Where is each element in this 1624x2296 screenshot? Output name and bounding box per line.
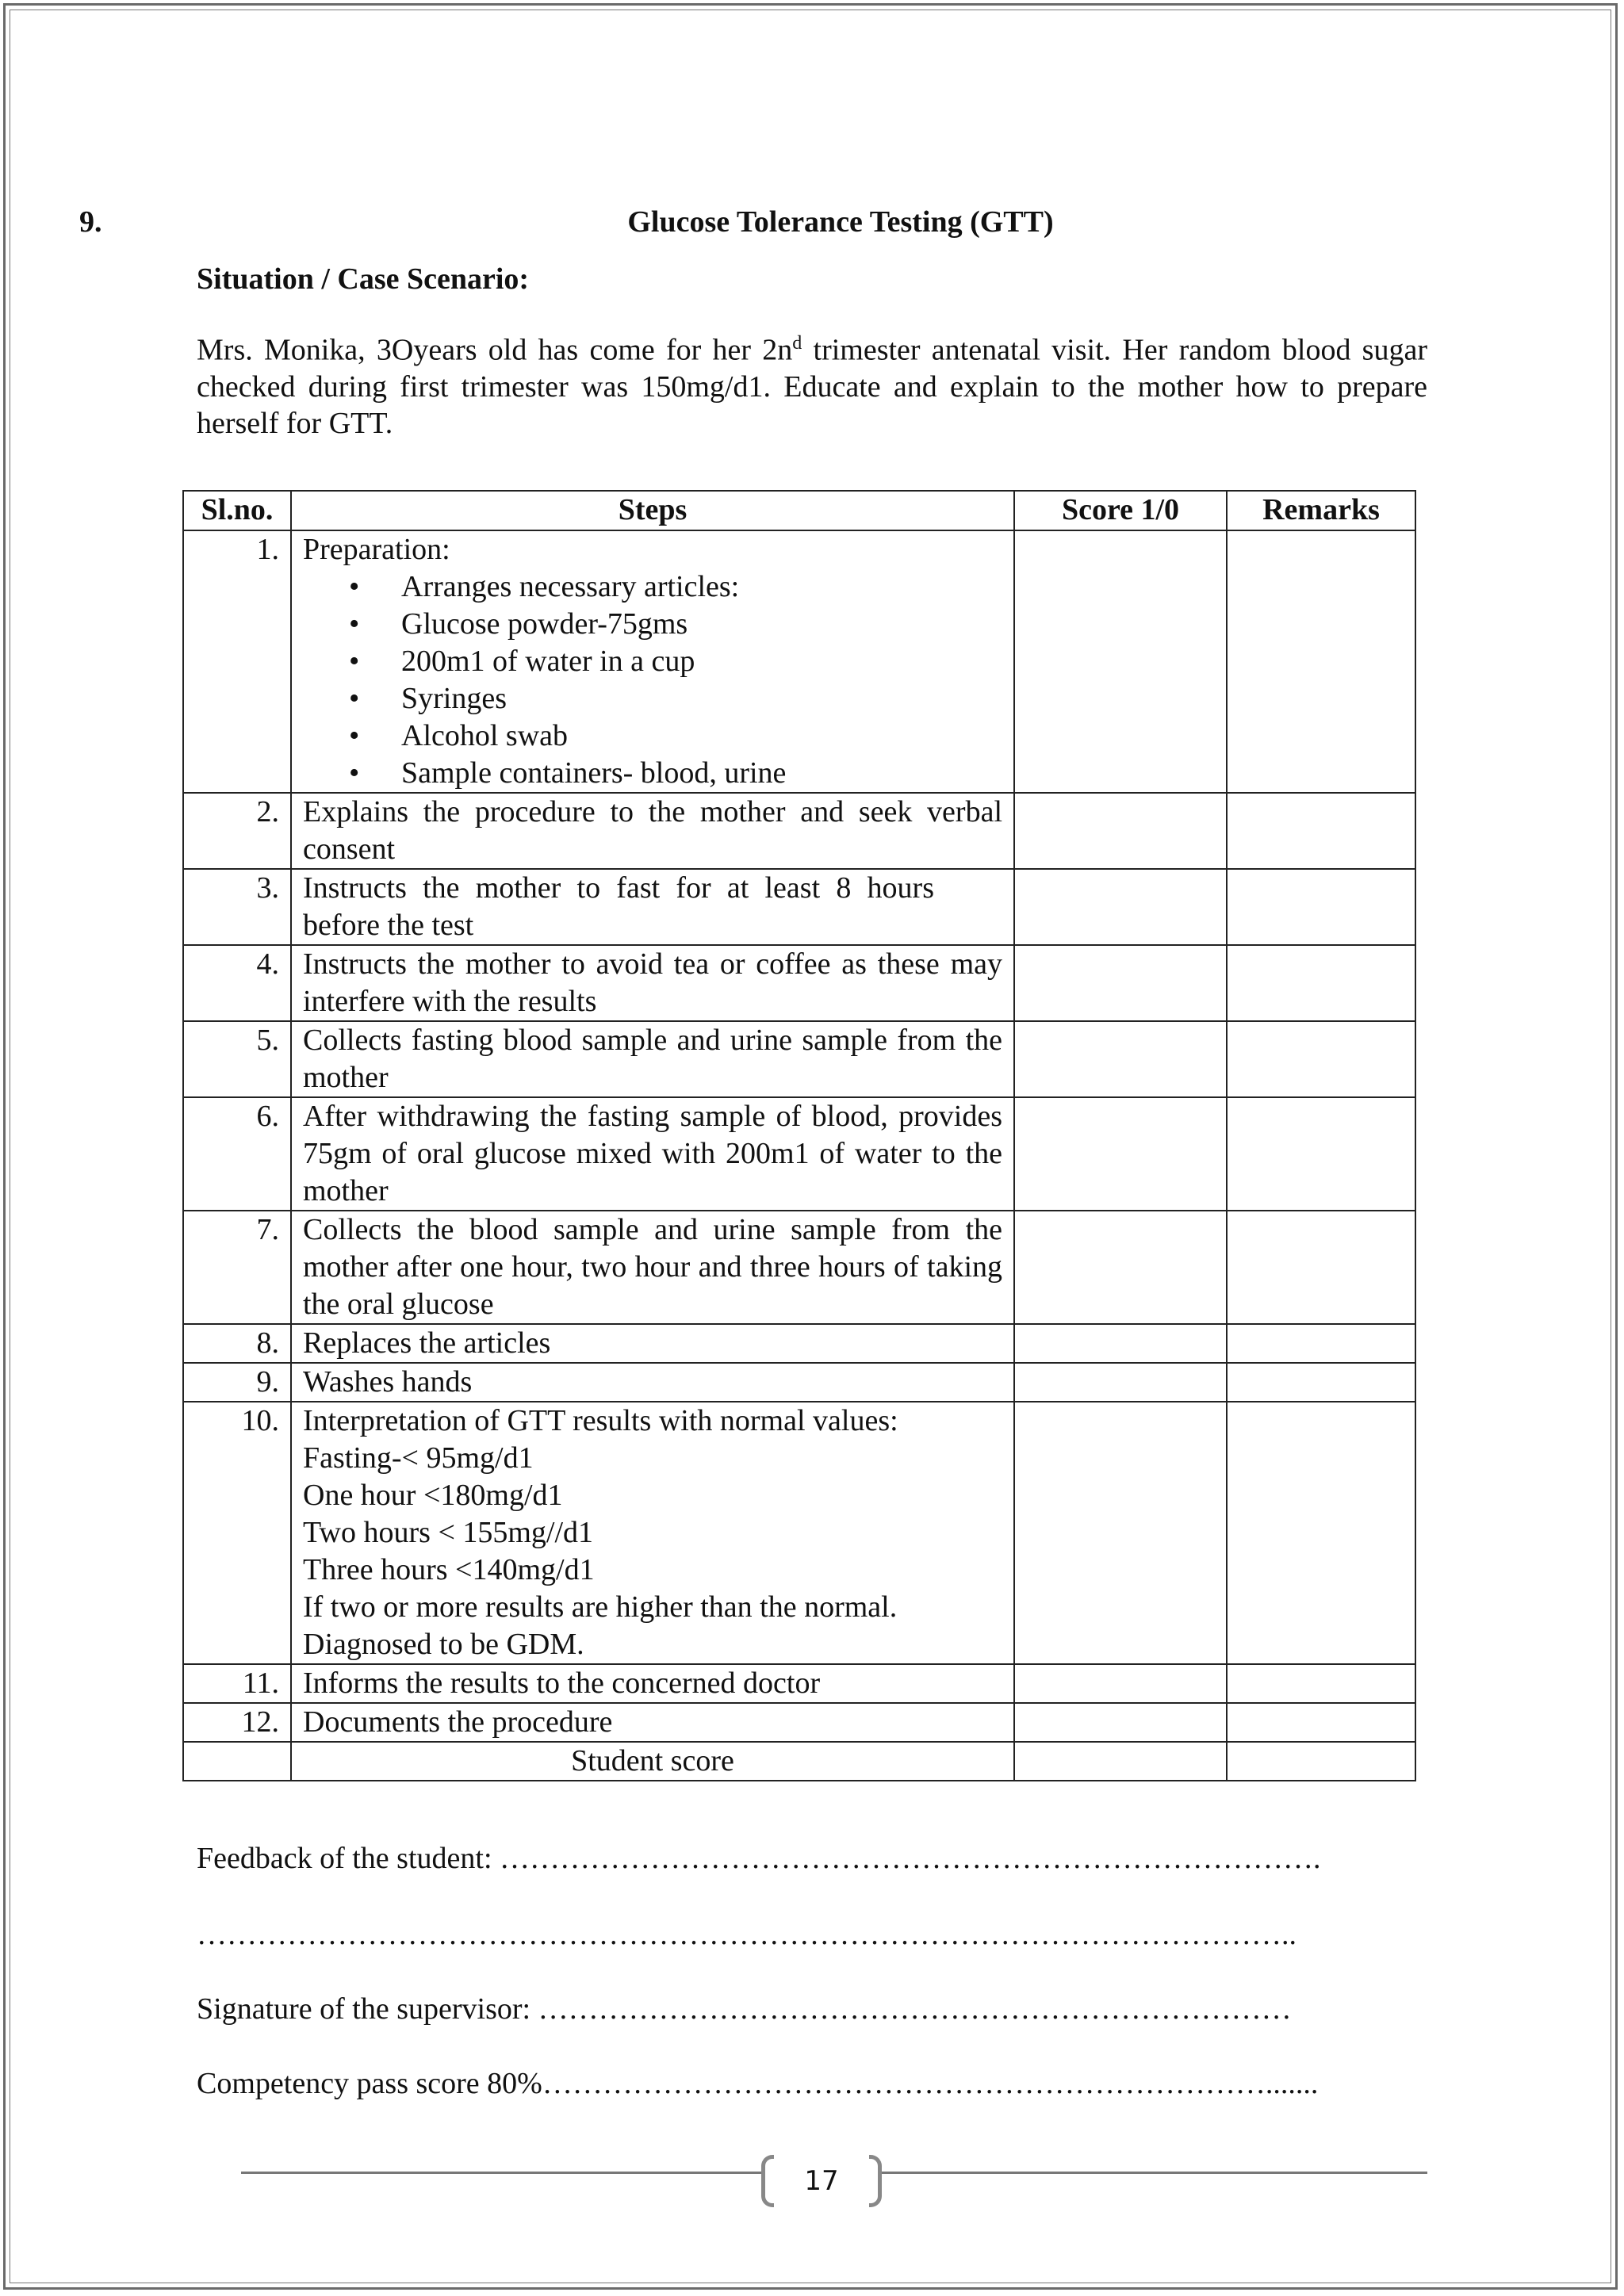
situation-heading: Situation / Case Scenario: (197, 262, 530, 296)
row-number: 6. (183, 1097, 291, 1211)
header-score: Score 1/0 (1014, 491, 1227, 530)
header-steps: Steps (291, 491, 1014, 530)
remarks-cell (1227, 1402, 1415, 1664)
page-title: Glucose Tolerance Testing (GTT) (627, 205, 1054, 239)
article-list (303, 568, 1002, 792)
step-cell (291, 1402, 1014, 1664)
step-text: Instructs the mother to fast for at least 8 hours before the test (291, 869, 1014, 945)
remarks-cell (1227, 1664, 1415, 1703)
step-text: Explains the procedure to the mother and seek verbal consent (291, 793, 1014, 869)
table-row (183, 1363, 1415, 1402)
normal-value-line: Diagnosed to be GDM. (303, 1628, 584, 1661)
score-cell (1014, 530, 1227, 793)
remarks-cell (1227, 945, 1415, 1021)
row-number: 8. (183, 1324, 291, 1363)
score-cell (1014, 1021, 1227, 1097)
left-bracket-icon (761, 2155, 774, 2207)
step-text: Interpretation of GTT results with normal values: (303, 1404, 898, 1437)
right-bracket-icon (869, 2155, 882, 2207)
page-number: 17 (804, 2165, 839, 2197)
table-row (183, 1211, 1415, 1324)
step-text: Collects fasting blood sample and urine sample from the mother (291, 1021, 1014, 1097)
remarks-cell (1227, 1021, 1415, 1097)
remarks-cell (1227, 530, 1415, 793)
table-row (183, 1402, 1415, 1664)
student-score-label: Student score (291, 1742, 1014, 1781)
remarks-cell (1227, 1742, 1415, 1781)
list-item: • Syringes (401, 680, 1002, 718)
score-cell (1014, 1703, 1227, 1742)
normal-value-line: If two or more results are higher than the normal. (303, 1590, 898, 1624)
table-row (183, 1703, 1415, 1742)
step-text: Collects the blood sample and urine sample from the mother after one hour, two hour and three hours of taking the oral glucose (291, 1211, 1014, 1324)
step-text: Instructs the mother to avoid tea or coffee as these may interfere with the results (291, 945, 1014, 1021)
step-text: Replaces the articles (291, 1324, 1014, 1363)
table-row (183, 530, 1415, 793)
header-slno: Sl.no. (183, 491, 291, 530)
list-item: • Arranges necessary articles: (401, 568, 1002, 606)
checklist-table (182, 490, 1416, 1781)
step-text: Documents the procedure (291, 1703, 1014, 1742)
step-text: Preparation: (303, 533, 450, 566)
remarks-cell (1227, 1363, 1415, 1402)
competency-line: Competency pass score 80%………………………………………………………………....... (197, 2067, 1319, 2100)
feedback-line: Feedback of the student: ………………………………………………………………………. (197, 1842, 1321, 1875)
footer-rule-right (880, 2172, 1427, 2174)
table-row (183, 1324, 1415, 1363)
header-remarks: Remarks (1227, 491, 1415, 530)
row-number: 10. (183, 1402, 291, 1664)
signature-line: Signature of the supervisor: ………………………………………………………………… (197, 1992, 1292, 2026)
empty-cell (183, 1742, 291, 1781)
remarks-cell (1227, 1703, 1415, 1742)
list-item: • Glucose powder-75gms (401, 606, 1002, 643)
list-item: • Alcohol swab (401, 718, 1002, 755)
row-number: 4. (183, 945, 291, 1021)
footer-rule-left (241, 2172, 761, 2174)
row-number: 12. (183, 1703, 291, 1742)
section-number: 9. (79, 205, 102, 239)
row-number: 9. (183, 1363, 291, 1402)
normal-value-line: One hour <180mg/d1 (303, 1479, 563, 1512)
remarks-cell (1227, 793, 1415, 869)
score-cell (1014, 1742, 1227, 1781)
score-cell (1014, 1097, 1227, 1211)
step-text: Washes hands (291, 1363, 1014, 1402)
score-cell (1014, 869, 1227, 945)
student-score-row (183, 1742, 1415, 1781)
list-item: • 200m1 of water in a cup (401, 643, 1002, 680)
remarks-cell (1227, 869, 1415, 945)
remarks-cell (1227, 1211, 1415, 1324)
step-text: Informs the results to the concerned doctor (291, 1664, 1014, 1703)
row-number: 1. (183, 530, 291, 793)
table-header-row (183, 491, 1415, 530)
step-text: After withdrawing the fasting sample of blood, provides 75gm of oral glucose mixed with 200m1 of water to the mother (291, 1097, 1014, 1211)
table-row (183, 1097, 1415, 1211)
scenario-superscript: d (792, 333, 802, 354)
remarks-cell (1227, 1097, 1415, 1211)
score-cell (1014, 945, 1227, 1021)
score-cell (1014, 1324, 1227, 1363)
scenario-text-2: trimester antenatal visit. Her random blood sugar checked during first trimester was 150mg/d1. Educate and explain to the mother how to prepare herself for GTT. (197, 333, 1427, 440)
score-cell (1014, 1402, 1227, 1664)
step-cell (291, 530, 1014, 793)
score-cell (1014, 1363, 1227, 1402)
case-scenario (197, 325, 1427, 442)
score-cell (1014, 793, 1227, 869)
scenario-text-1: Mrs. Monika, 3Oyears old has come for her 2n (197, 333, 793, 367)
table-row (183, 1021, 1415, 1097)
row-number: 3. (183, 869, 291, 945)
row-number: 5. (183, 1021, 291, 1097)
score-cell (1014, 1664, 1227, 1703)
normal-value-line: Fasting-< 95mg/d1 (303, 1441, 534, 1475)
row-number: 2. (183, 793, 291, 869)
score-cell (1014, 1211, 1227, 1324)
row-number: 11. (183, 1664, 291, 1703)
normal-value-line: Three hours <140mg/d1 (303, 1553, 595, 1586)
list-item: • Sample containers- blood, urine (401, 755, 1002, 792)
table-row (183, 869, 1415, 945)
table-row (183, 1664, 1415, 1703)
normal-value-line: Two hours < 155mg//d1 (303, 1516, 594, 1549)
table-row (183, 945, 1415, 1021)
dotted-line: ……………………………………………………………………………………………….. (197, 1918, 1297, 1951)
remarks-cell (1227, 1324, 1415, 1363)
row-number: 7. (183, 1211, 291, 1324)
table-row (183, 793, 1415, 869)
